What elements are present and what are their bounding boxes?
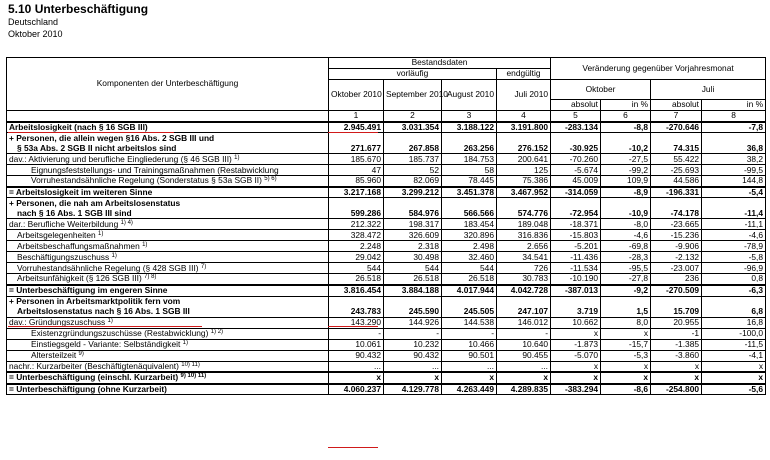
value-cell: 263.256 xyxy=(442,133,497,154)
value-cell: -96,9 xyxy=(702,263,766,274)
value-cell: x xyxy=(651,361,702,372)
value-cell: 3.031.354 xyxy=(384,122,442,133)
value-cell: 185.670 xyxy=(329,154,384,165)
table-row xyxy=(7,154,766,165)
value-cell: 30.498 xyxy=(384,252,442,263)
preliminary-header: vorläufig xyxy=(329,69,497,80)
value-cell: -387.013 xyxy=(551,285,601,296)
value-cell: 85.960 xyxy=(329,176,384,187)
table-row xyxy=(7,285,766,296)
table-row xyxy=(7,263,766,274)
value-cell: x xyxy=(651,372,702,384)
table-row xyxy=(7,384,766,395)
value-cell: 3.719 xyxy=(551,296,601,317)
table-row xyxy=(7,219,766,230)
value-cell: 185.737 xyxy=(384,154,442,165)
value-cell: 45.009 xyxy=(551,176,601,187)
value-cell: -5.201 xyxy=(551,241,601,252)
value-cell: 328.472 xyxy=(329,230,384,241)
value-cell: -8,6 xyxy=(601,384,651,395)
value-cell: 144.538 xyxy=(442,317,497,328)
table-row xyxy=(7,350,766,361)
underline-total-ohne-kurzarbeit xyxy=(328,447,378,448)
value-cell: -69,8 xyxy=(601,241,651,252)
table-row xyxy=(7,165,766,176)
value-cell: 2.498 xyxy=(442,241,497,252)
value-cell: -1.873 xyxy=(551,339,601,350)
value-cell: 30.783 xyxy=(497,274,551,285)
value-cell: -18.371 xyxy=(551,219,601,230)
value-cell: -72.954 xyxy=(551,198,601,219)
value-cell: -8,0 xyxy=(601,219,651,230)
value-cell: 198.317 xyxy=(384,219,442,230)
row-label: = Unterbeschäftigung (ohne Kurzarbeit) xyxy=(7,384,329,395)
value-cell: 10.466 xyxy=(442,339,497,350)
value-cell: 3.884.188 xyxy=(384,285,442,296)
table-row xyxy=(7,133,766,154)
value-cell: 247.107 xyxy=(497,296,551,317)
col-number: 7 xyxy=(651,111,702,122)
value-cell: -5,3 xyxy=(601,350,651,361)
value-cell: -10,9 xyxy=(601,198,651,219)
value-cell: -11.534 xyxy=(551,263,601,274)
value-cell: 3.467.952 xyxy=(497,187,551,198)
value-cell: 544 xyxy=(329,263,384,274)
value-cell: -3.860 xyxy=(651,350,702,361)
page-title: 5.10 Unterbeschäftigung xyxy=(8,2,149,16)
value-cell: -5,8 xyxy=(702,252,766,263)
value-cell: -5,4 xyxy=(702,187,766,198)
value-cell: 200.641 xyxy=(497,154,551,165)
value-cell: -74.178 xyxy=(651,198,702,219)
value-cell: 146.012 xyxy=(497,317,551,328)
value-cell: 574.776 xyxy=(497,198,551,219)
value-cell: -314.059 xyxy=(551,187,601,198)
row-label: = Unterbeschäftigung im engeren Sinne xyxy=(7,285,329,296)
value-cell: 320.896 xyxy=(442,230,497,241)
value-cell: -383.294 xyxy=(551,384,601,395)
table-row xyxy=(7,274,766,285)
value-cell: x xyxy=(551,372,601,384)
value-cell: x xyxy=(601,372,651,384)
value-cell: 243.783 xyxy=(329,296,384,317)
value-cell: 38,2 xyxy=(702,154,766,165)
value-cell: x xyxy=(442,372,497,384)
value-cell: 0,8 xyxy=(702,274,766,285)
value-cell: 3.217.168 xyxy=(329,187,384,198)
value-cell: -70.260 xyxy=(551,154,601,165)
row-label: Existenzgründungszuschüsse (Restabwicklung) $^{1) 2)}$ xyxy=(7,328,329,339)
value-cell: - xyxy=(329,328,384,339)
value-cell: x xyxy=(551,328,601,339)
value-cell: 4.289.835 xyxy=(497,384,551,395)
value-cell: -4,6 xyxy=(702,230,766,241)
table-row xyxy=(7,187,766,198)
table-row xyxy=(7,296,766,317)
underline-arbeitslosigkeit xyxy=(8,132,174,133)
row-label: dav.: Aktivierung und berufliche Eingliederung (§ 46 SGB III) $^{1)}$ xyxy=(7,154,329,165)
value-cell: -11,4 xyxy=(702,198,766,219)
value-cell: -11.436 xyxy=(551,252,601,263)
value-cell: 26.518 xyxy=(384,274,442,285)
value-cell: 544 xyxy=(384,263,442,274)
value-cell: -95,5 xyxy=(601,263,651,274)
components-header: Komponenten der Unterbeschäftigung xyxy=(7,58,329,111)
col-august-2010: August 2010 xyxy=(442,80,497,111)
value-cell: 143.290 xyxy=(329,317,384,328)
row-label: = Arbeitslosigkeit im weiteren Sinne xyxy=(7,187,329,198)
value-cell: 3.191.800 xyxy=(497,122,551,133)
value-cell: 58 xyxy=(442,165,497,176)
value-cell: 184.753 xyxy=(442,154,497,165)
value-cell: x xyxy=(329,372,384,384)
value-cell: 599.286 xyxy=(329,198,384,219)
period-label: Oktober 2010 xyxy=(8,29,63,39)
value-cell: 2.248 xyxy=(329,241,384,252)
value-cell: -5.070 xyxy=(551,350,601,361)
col-oktober-2010: Oktober 2010 xyxy=(329,80,384,111)
row-label: Einstiegsgeld - Variante: Selbständigkeit $^{1)}$ xyxy=(7,339,329,350)
value-cell: -4,1 xyxy=(702,350,766,361)
value-cell: x xyxy=(551,361,601,372)
value-cell: 10.640 xyxy=(497,339,551,350)
value-cell: 10.061 xyxy=(329,339,384,350)
value-cell: 1,5 xyxy=(601,296,651,317)
col-number: 8 xyxy=(702,111,766,122)
value-cell: ... xyxy=(329,361,384,372)
value-cell: -5.674 xyxy=(551,165,601,176)
row-label: Arbeitsunfähigkeit (§ 126 SGB III) $^{7) 8)}$ xyxy=(7,274,329,285)
value-cell: 189.048 xyxy=(497,219,551,230)
row-label: = Unterbeschäftigung (einschl. Kurzarbeit) $^{9) 10) 11)}$ xyxy=(7,372,329,384)
value-cell: -10.190 xyxy=(551,274,601,285)
value-cell: 584.976 xyxy=(384,198,442,219)
value-cell: 52 xyxy=(384,165,442,176)
value-cell: x xyxy=(601,361,651,372)
value-cell: 90.501 xyxy=(442,350,497,361)
value-cell: 20.955 xyxy=(651,317,702,328)
value-cell: 44.586 xyxy=(651,176,702,187)
value-cell: 29.042 xyxy=(329,252,384,263)
row-label: + Personen, die allein wegen §16 Abs. 2 SGB III und § 53a Abs. 2 SGB II nicht arbeitslos sind xyxy=(7,133,329,154)
value-cell: x xyxy=(601,328,651,339)
col-number: 3 xyxy=(442,111,497,122)
row-label: nachr.: Kurzarbeiter (Beschäftigtenäquivalent) $^{10) 11)}$ xyxy=(7,361,329,372)
col-number: 1 xyxy=(329,111,384,122)
value-cell: 3.299.212 xyxy=(384,187,442,198)
row-label: Beschäftigungszuschuss $^{1)}$ xyxy=(7,252,329,263)
value-cell: -15.803 xyxy=(551,230,601,241)
value-cell: 82.069 xyxy=(384,176,442,187)
value-cell: 74.315 xyxy=(651,133,702,154)
value-cell: 8,0 xyxy=(601,317,651,328)
value-cell: 144.926 xyxy=(384,317,442,328)
value-cell: -10,2 xyxy=(601,133,651,154)
value-cell: 245.505 xyxy=(442,296,497,317)
value-cell: - xyxy=(384,328,442,339)
value-cell: 267.858 xyxy=(384,133,442,154)
row-label: Arbeitsbeschaffungsmaßnahmen $^{1)}$ xyxy=(7,241,329,252)
value-cell: x xyxy=(702,372,766,384)
change-juli-header: Juli xyxy=(651,80,766,100)
value-cell: 144,8 xyxy=(702,176,766,187)
value-cell: -196.331 xyxy=(651,187,702,198)
row-label: Arbeitslosigkeit (nach § 16 SGB III) xyxy=(7,122,329,133)
value-cell: -78,9 xyxy=(702,241,766,252)
value-cell: - xyxy=(497,328,551,339)
value-cell: -23.007 xyxy=(651,263,702,274)
row-label: Altersteilzeit $^{9)}$ xyxy=(7,350,329,361)
bestandsdaten-header: Bestandsdaten xyxy=(329,58,551,69)
value-cell: 47 xyxy=(329,165,384,176)
value-cell: 78.445 xyxy=(442,176,497,187)
value-cell: -8,9 xyxy=(601,187,651,198)
value-cell: 36,8 xyxy=(702,133,766,154)
value-cell: -28,3 xyxy=(601,252,651,263)
value-cell: 90.432 xyxy=(329,350,384,361)
value-cell: -11,1 xyxy=(702,219,766,230)
table-row xyxy=(7,241,766,252)
row-label: Eignungsfeststellungs- und Trainingsmaßnahmen (Restabwicklung xyxy=(7,165,329,176)
value-cell: -99,2 xyxy=(601,165,651,176)
change-header: Veränderung gegenüber Vorjahresmonat xyxy=(551,58,766,80)
value-cell: 245.590 xyxy=(384,296,442,317)
value-cell: 544 xyxy=(442,263,497,274)
col-number: 5 xyxy=(551,111,601,122)
value-cell: 4.042.728 xyxy=(497,285,551,296)
value-cell: -2.132 xyxy=(651,252,702,263)
value-cell: 2.318 xyxy=(384,241,442,252)
value-cell: 32.460 xyxy=(442,252,497,263)
value-cell: 316.836 xyxy=(497,230,551,241)
value-cell: 125 xyxy=(497,165,551,176)
value-cell: -4,6 xyxy=(601,230,651,241)
value-cell: -25.693 xyxy=(651,165,702,176)
table-row xyxy=(7,176,766,187)
row-label: Vorruhestandsähnliche Regelung (Sonderstatus § 53a SGB II) $^{5) 6)}$ xyxy=(7,176,329,187)
row-label: + Personen, die nah am Arbeitslosenstatus nach § 16 Abs. 1 SGB III sind xyxy=(7,198,329,219)
value-cell: -8,8 xyxy=(601,122,651,133)
value-cell: ... xyxy=(442,361,497,372)
final-header: endgültig xyxy=(497,69,551,80)
table-row xyxy=(7,339,766,350)
value-cell: 276.152 xyxy=(497,133,551,154)
col-in-pct: in % xyxy=(702,100,766,111)
value-cell: 3.188.122 xyxy=(442,122,497,133)
value-cell: 109,9 xyxy=(601,176,651,187)
value-cell: 15.709 xyxy=(651,296,702,317)
value-cell: -254.800 xyxy=(651,384,702,395)
value-cell: 2.656 xyxy=(497,241,551,252)
value-cell: 4.060.237 xyxy=(329,384,384,395)
col-absolut: absolut xyxy=(651,100,702,111)
table-row xyxy=(7,198,766,219)
table-row xyxy=(7,361,766,372)
value-cell: -15,7 xyxy=(601,339,651,350)
col-number: 4 xyxy=(497,111,551,122)
underline-engeren-sinne xyxy=(8,326,202,327)
value-cell: 326.609 xyxy=(384,230,442,241)
underline-total-arbeitslosigkeit xyxy=(328,132,378,133)
value-cell: ... xyxy=(497,361,551,372)
value-cell: -30.925 xyxy=(551,133,601,154)
table-row xyxy=(7,328,766,339)
value-cell: x xyxy=(384,372,442,384)
value-cell: 34.541 xyxy=(497,252,551,263)
value-cell: 4.017.944 xyxy=(442,285,497,296)
col-in-pct: in % xyxy=(601,100,651,111)
underline-total-engeren xyxy=(328,326,378,327)
row-label: dav.: Gründungszuschuss $^{1)}$ xyxy=(7,317,329,328)
change-oktober-header: Oktober xyxy=(551,80,651,100)
row-label: + Personen in Arbeitsmarktpolitik fern vom Arbeitslosenstatus nach § 16 Abs. 1 SGB III xyxy=(7,296,329,317)
value-cell: 3.451.378 xyxy=(442,187,497,198)
value-cell: -6,3 xyxy=(702,285,766,296)
value-cell: 55.422 xyxy=(651,154,702,165)
value-cell: 26.518 xyxy=(442,274,497,285)
value-cell: 183.454 xyxy=(442,219,497,230)
value-cell: -7,8 xyxy=(702,122,766,133)
value-cell: -270.646 xyxy=(651,122,702,133)
value-cell: 726 xyxy=(497,263,551,274)
value-cell: 6,8 xyxy=(702,296,766,317)
value-cell: - xyxy=(442,328,497,339)
value-cell: -27,8 xyxy=(601,274,651,285)
value-cell: 16,8 xyxy=(702,317,766,328)
col-juli-2010: Juli 2010 xyxy=(497,80,551,111)
value-cell: 90.432 xyxy=(384,350,442,361)
region-label: Deutschland xyxy=(8,17,59,27)
table-row xyxy=(7,230,766,241)
col-number: 2 xyxy=(384,111,442,122)
value-cell: 566.566 xyxy=(442,198,497,219)
value-cell: 236 xyxy=(651,274,702,285)
value-cell: 10.662 xyxy=(551,317,601,328)
row-label: dar.: Berufliche Weiterbildung $^{1) 4)}$ xyxy=(7,219,329,230)
value-cell: 75.386 xyxy=(497,176,551,187)
value-cell: -27,5 xyxy=(601,154,651,165)
value-cell: x xyxy=(702,361,766,372)
col-number: 6 xyxy=(601,111,651,122)
value-cell: -23.665 xyxy=(651,219,702,230)
value-cell: -5,6 xyxy=(702,384,766,395)
value-cell: -283.134 xyxy=(551,122,601,133)
unterbeschaeftigung-table xyxy=(6,57,766,395)
value-cell: 26.518 xyxy=(329,274,384,285)
value-cell: -99,5 xyxy=(702,165,766,176)
value-cell: -9.906 xyxy=(651,241,702,252)
value-cell: 2.945.491 xyxy=(329,122,384,133)
table-row xyxy=(7,252,766,263)
value-cell: -15.236 xyxy=(651,230,702,241)
table-row xyxy=(7,372,766,384)
value-cell: 3.816.454 xyxy=(329,285,384,296)
value-cell: 212.322 xyxy=(329,219,384,230)
value-cell: 271.677 xyxy=(329,133,384,154)
value-cell: -270.509 xyxy=(651,285,702,296)
col-september-2010: September 2010 xyxy=(384,80,442,111)
col-absolut: absolut xyxy=(551,100,601,111)
value-cell: 10.232 xyxy=(384,339,442,350)
value-cell: ... xyxy=(384,361,442,372)
value-cell: x xyxy=(497,372,551,384)
value-cell: 4.263.449 xyxy=(442,384,497,395)
value-cell: -1.385 xyxy=(651,339,702,350)
value-cell: -11,5 xyxy=(702,339,766,350)
value-cell: 4.129.778 xyxy=(384,384,442,395)
row-label: Arbeitsgelegenheiten $^{1)}$ xyxy=(7,230,329,241)
value-cell: 90.455 xyxy=(497,350,551,361)
value-cell: -9,2 xyxy=(601,285,651,296)
value-cell: -100,0 xyxy=(702,328,766,339)
row-label: Vorruhestandsähnliche Regelung (§ 428 SGB III) $^{7)}$ xyxy=(7,263,329,274)
value-cell: -1 xyxy=(651,328,702,339)
